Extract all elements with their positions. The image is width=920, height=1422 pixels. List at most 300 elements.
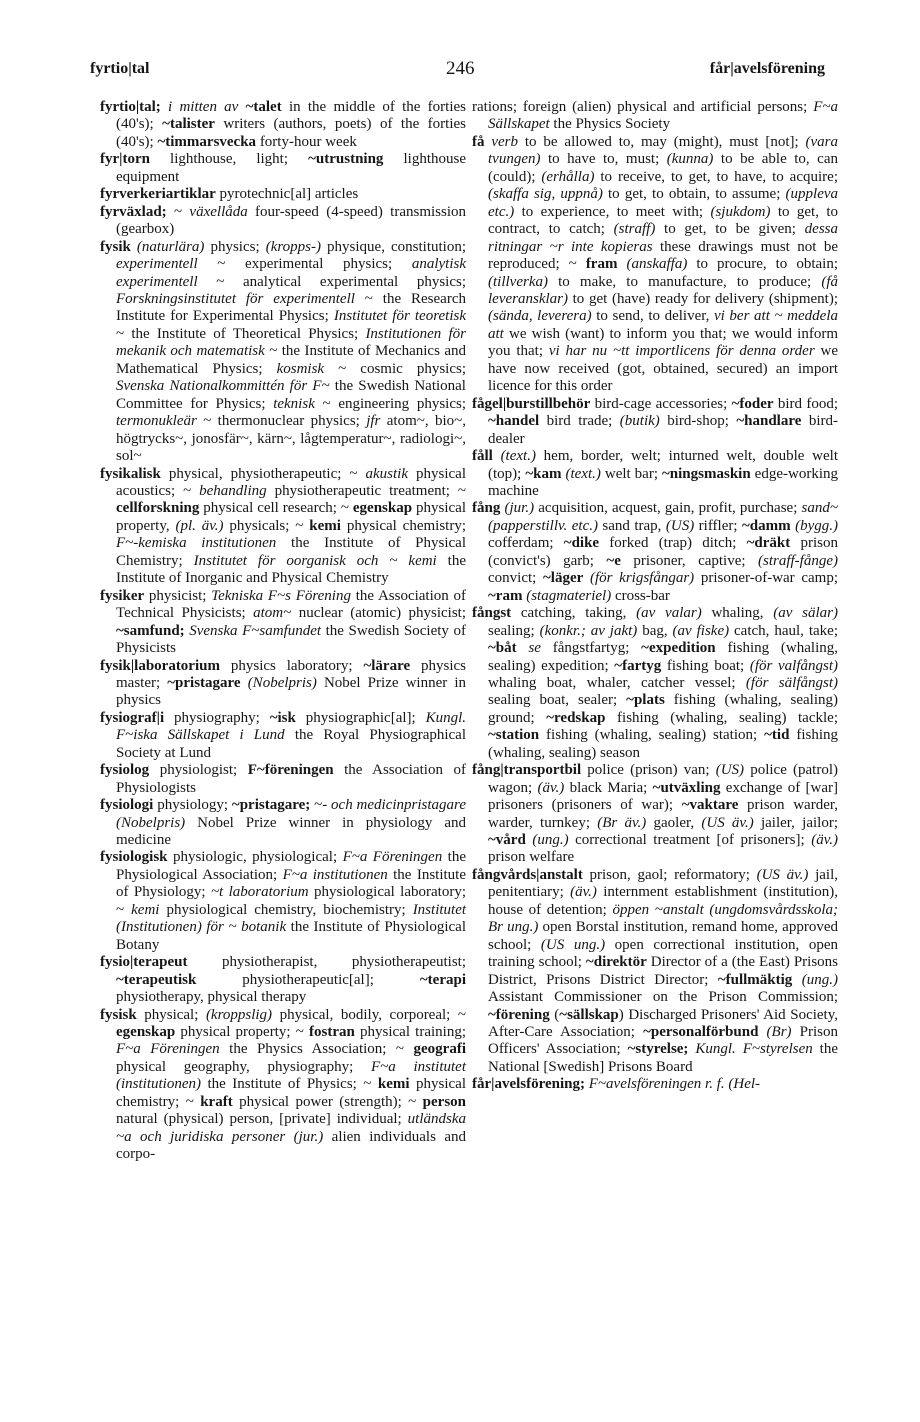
headword: ~isk: [269, 709, 296, 726]
italic-phrase: (US ung.): [540, 936, 606, 953]
definition-text: bird-cage accessories;: [590, 395, 732, 412]
definition-text: physiotherapeutic[al];: [196, 971, 420, 988]
headword: fysiker: [100, 587, 145, 604]
italic-phrase: sand~ (papperstillv. etc.): [488, 500, 838, 534]
definition-text: (: [549, 1006, 560, 1023]
definition-text: bird-shop;: [659, 413, 737, 430]
definition-text: to make, to manufacture, to produce;: [547, 273, 822, 290]
italic-phrase: Tekniska F~s Förening: [211, 587, 351, 604]
definition-text: fishing boat;: [661, 657, 750, 674]
definition-text: lighthouse, light;: [149, 151, 309, 168]
italic-phrase: (kropps-): [265, 238, 321, 255]
italic-phrase: (konkr.; av jakt): [539, 622, 638, 639]
definition-text: prison, gaol; reformatory;: [582, 866, 757, 883]
dictionary-entry: [100, 762, 466, 797]
headword: ~pristagare: [167, 674, 241, 691]
headword: ~damm: [742, 517, 791, 534]
definition-text: Nobel Prize winner in physiology and medicine: [116, 814, 466, 849]
dictionary-entry: [100, 1007, 466, 1164]
definition-text: hem, border, welt; inturned welt, double welt (top);: [488, 448, 838, 482]
headword: fysio|terapeut: [100, 954, 188, 971]
definition-text: [238, 99, 245, 115]
headword: ~plats: [626, 692, 665, 709]
definition-text: to be allowed to, may (might), must [not];: [518, 133, 806, 150]
definition-text: prisoner-of-war camp;: [694, 570, 839, 587]
italic-phrase: (äv.): [811, 832, 839, 849]
definition-text: physical chemistry; ~: [116, 1076, 466, 1110]
headword: ~ningsmaskin: [662, 465, 751, 482]
definition-text: we wish (want) to inform you that; we would inform you that;: [488, 325, 838, 360]
definition-text: [792, 972, 801, 988]
right-column: [472, 99, 838, 1094]
italic-phrase: (US äv.): [756, 866, 809, 883]
dictionary-entry: [100, 466, 466, 588]
definition-text: physical power (strength); ~: [232, 1093, 423, 1110]
headword: cellforskning: [116, 500, 200, 517]
definition-text: physiotherapist, physiotherapeutist;: [187, 954, 466, 971]
italic-phrase: (av sälar): [773, 605, 838, 622]
italic-phrase: Svenska F~samfundet: [189, 622, 322, 639]
definition-text: we have now received (got, obtained, secured) an import licence for this order: [488, 343, 838, 395]
headword: fångvårds|anstalt: [472, 866, 583, 883]
definition-text: catching, taking,: [511, 605, 637, 622]
headword: ~styrelse;: [627, 1041, 689, 1058]
definition-text: lighthouse equipment: [116, 151, 466, 185]
definition-text: to procure, to obtain;: [687, 256, 838, 273]
italic-phrase: analytisk experimentell: [116, 256, 466, 290]
definition-text: the National [Swedish] Prisons Board: [488, 1041, 838, 1075]
definition-text: the Swedish Society of Physicists: [116, 622, 466, 657]
left-column: [100, 99, 466, 1164]
italic-phrase: (för valfångst): [749, 657, 839, 674]
headword: fyrtio|tal;: [100, 99, 161, 115]
italic-phrase: (uppleva etc.): [488, 186, 839, 220]
definition-text: Prison Officers' Association;: [488, 1024, 838, 1058]
dictionary-entry: [100, 239, 466, 466]
italic-phrase: se: [528, 640, 541, 657]
italic-phrase: (bygg.): [795, 517, 838, 534]
definition-text: the Association of Physiologists: [116, 762, 466, 796]
definition-text: sealing boat, sealer;: [488, 692, 627, 709]
definition-text: physiotherapy, physical therapy: [116, 989, 307, 1006]
headword: ~sällskap: [559, 1006, 619, 1023]
definition-text: to have to, must;: [540, 151, 667, 168]
definition-text: sealing;: [488, 622, 540, 639]
definition-text: ~ the Institute of Mechanics and Mathematical Physics;: [116, 343, 466, 377]
headword: fysiologisk: [100, 849, 168, 866]
italic-phrase: (erhålla): [541, 168, 595, 185]
definition-text: to get, to contract, to catch;: [488, 203, 838, 238]
definition-text: prison warder, warder, turnkey;: [488, 797, 838, 831]
italic-phrase: öppen ~anstalt (ungdomsvårdsskola; Br ung.): [488, 901, 838, 936]
definition-text: [583, 570, 590, 586]
headword: fram: [585, 256, 618, 273]
italic-phrase: (äv.): [537, 779, 565, 796]
italic-phrase: Institutet (Institutionen) för ~ botanik: [116, 901, 467, 936]
headword: fåll: [472, 448, 493, 465]
definition-text: nuclear (atomic) physicist;: [291, 605, 467, 622]
italic-phrase: Kungl. F~iska Sällskapet i Lund: [116, 709, 467, 744]
definition-text: ~ experimental physics;: [197, 256, 412, 273]
definition-text: police (prison) van;: [581, 762, 716, 779]
dictionary-entry: [100, 99, 466, 151]
headword: ~lärare: [363, 657, 411, 674]
definition-text: to receive, to get, to have, to acquire;: [594, 168, 838, 185]
headword: ~pristagare;: [231, 797, 311, 814]
italic-phrase: utländska ~a och juridiska personer (jur.): [116, 1111, 466, 1145]
definition-text: to get, to obtain, to assume;: [602, 186, 786, 203]
italic-phrase: ~t laboratorium: [210, 884, 309, 901]
definition-text: physiotherapeutic treatment; ~: [266, 482, 466, 499]
headword: fyrverkeriartiklar: [100, 186, 216, 203]
headword: ~tid: [764, 727, 790, 744]
definition-text: open correctional institution, open training school;: [488, 936, 838, 971]
headword: ~personalförbund: [643, 1024, 759, 1041]
italic-phrase: (US äv.): [701, 814, 754, 831]
headword: geografi: [413, 1041, 466, 1058]
italic-phrase: (Br): [766, 1024, 792, 1041]
definition-text: physical training;: [354, 1024, 466, 1041]
definition-text: gaoler,: [646, 814, 702, 831]
definition-text: sand trap,: [597, 517, 666, 534]
definition-text: four-speed (4-speed) transmission (gearbox): [116, 203, 466, 238]
definition-text: internment establishment (institution), house of detention;: [488, 884, 838, 918]
headword: ~vaktare: [681, 797, 739, 814]
italic-phrase: (text.): [565, 465, 601, 482]
definition-text: physiographic[al];: [295, 709, 426, 726]
definition-text: bird trade;: [539, 413, 620, 430]
definition-text: the Royal Physiographical Society at Lund: [116, 727, 467, 761]
dictionary-entry: [100, 954, 466, 1006]
definition-text: rations; foreign (alien) physical and artificial persons;: [472, 99, 814, 115]
definition-text: ~-: [310, 797, 332, 814]
italic-phrase: kosmisk: [276, 360, 325, 377]
definition-text: riffler;: [694, 517, 742, 534]
italic-phrase: (av valar): [636, 605, 702, 622]
italic-phrase: F~avelsföreningen r. f. (Hel-: [588, 1076, 761, 1093]
definition-text: physical chemistry;: [340, 517, 467, 534]
definition-text: to get (have) ready for delivery (shipment);: [567, 290, 838, 307]
definition-text: Assistant Commissioner on the Prison Commission;: [488, 989, 838, 1006]
dictionary-entry: [100, 658, 466, 710]
headword: ~förening: [488, 1006, 550, 1023]
dictionary-entry: [472, 134, 838, 396]
headword: ~direktör: [585, 954, 647, 971]
left-guide-word: fyrtio|tal: [90, 60, 150, 77]
italic-phrase: akustik: [365, 465, 409, 482]
definition-text: fishing (whaling, sealing) tackle;: [605, 709, 838, 726]
italic-phrase: Svenska Nationalkommittén för F~: [116, 378, 330, 395]
headword: fysikalisk: [100, 465, 161, 482]
definition-text: exchange of [war] prisoners (prisoners of war);: [488, 779, 838, 814]
italic-phrase: (skaffa sig, uppnå): [488, 186, 603, 203]
definition-text: physics laboratory;: [219, 657, 364, 674]
italic-phrase: (jur.): [504, 500, 535, 517]
definition-text: physical property,: [116, 500, 466, 534]
dictionary-entry: [472, 867, 838, 1076]
definition-text: physiology;: [153, 797, 232, 814]
definition-text: black Maria;: [564, 779, 653, 796]
dictionary-entry: [472, 1076, 838, 1093]
italic-phrase: F~-kemiska institutionen: [116, 535, 277, 552]
italic-phrase: dessa ritningar ~r inte kopieras: [488, 221, 839, 255]
italic-phrase: (US): [715, 762, 745, 779]
definition-text: correctional treatment [of prisoners];: [568, 832, 812, 849]
definition-text: ) Discharged Prisoners' Aid Society, After-Care Association;: [488, 1006, 838, 1041]
definition-text: in the middle of the forties (40's);: [116, 99, 466, 133]
headword: ~samfund;: [116, 622, 185, 639]
headword: ~talister: [162, 116, 215, 133]
headword: ~utrustning: [308, 151, 384, 168]
italic-phrase: (text.): [500, 448, 536, 465]
page-header: [0, 58, 920, 88]
definition-text: physique, constitution;: [320, 238, 467, 255]
italic-phrase: (av fiske): [672, 622, 730, 639]
headword: fysisk: [100, 1006, 137, 1023]
definition-text: the Institute of Physiological Botany: [116, 919, 466, 953]
headword: ~terapeutisk: [116, 971, 197, 988]
definition-text: forty-hour week: [256, 133, 357, 150]
headword: ~ram: [488, 587, 523, 604]
headword: fyrväxlad;: [100, 203, 167, 220]
definition-text: the Physics Association; ~: [219, 1041, 414, 1058]
definition-text: physical, physiotherapeutic; ~: [160, 465, 366, 482]
definition-text: ~ cosmic physics;: [324, 360, 466, 377]
headword: fysiograf|i: [100, 709, 165, 726]
definition-text: [758, 1024, 766, 1040]
italic-phrase: i mitten av: [168, 99, 239, 115]
definition-text: bag,: [637, 622, 673, 639]
headword: kemi: [377, 1076, 410, 1093]
definition-text: physical, bodily, corporeal; ~: [272, 1006, 466, 1023]
definition-text: natural (physical) person, [private] individual;: [116, 1111, 408, 1128]
definition-text: [517, 640, 529, 656]
italic-phrase: (vara tvungen): [488, 133, 838, 168]
definition-text: physical cell research; ~: [199, 500, 353, 517]
italic-phrase: (kroppslig): [205, 1006, 273, 1023]
definition-text: catch, haul, take;: [729, 622, 838, 639]
definition-text: fishing (whaling, sealing) season: [488, 727, 839, 761]
definition-text: to be able to, can (could);: [488, 151, 838, 185]
headword: egenskap: [352, 500, 413, 517]
definition-text: the Association of Technical Physicists;: [116, 587, 466, 622]
definition-text: ~ thermonuclear physics;: [196, 413, 367, 430]
italic-phrase: (straff-fånge): [758, 552, 838, 569]
definition-text: fishing (whaling, sealing) station;: [539, 727, 765, 744]
headword: person: [422, 1093, 467, 1110]
italic-phrase: och medicinpristagare (Nobelpris): [116, 797, 466, 831]
definition-text: fishing (whaling, sealing) ground;: [488, 692, 838, 726]
italic-phrase: Institutet för teoretisk: [333, 308, 466, 325]
italic-phrase: (stagmateriel): [526, 587, 612, 604]
italic-phrase: behandling: [199, 482, 267, 499]
dictionary-entry: [472, 396, 838, 448]
italic-phrase: teknisk: [273, 395, 315, 412]
definition-text: the Institute of Physiology;: [116, 866, 466, 901]
headword: fysik: [100, 238, 131, 255]
definition-text: fishing (whaling, sealing) expedition;: [488, 640, 838, 674]
italic-phrase: Institutet för oorganisk och ~ kemi: [193, 552, 437, 569]
dictionary-entry: [100, 186, 466, 203]
italic-phrase: (tillverka): [488, 273, 548, 290]
italic-phrase: F~a institutet (institutionen): [116, 1058, 466, 1093]
headword: ~utväxling: [652, 779, 721, 796]
definition-text: physiologist;: [149, 762, 248, 779]
definition-text: police (patrol) wagon;: [488, 762, 838, 796]
definition-text: physical geography, physiography;: [116, 1058, 372, 1075]
definition-text: the Swedish National Committee for Physics;: [116, 378, 466, 412]
headword: ~handel: [488, 413, 540, 430]
headword: ~foder: [731, 395, 774, 412]
dictionary-entry: [472, 605, 838, 762]
definition-text: bird food;: [773, 395, 838, 412]
definition-text: physical;: [136, 1006, 206, 1023]
headword: ~dräkt: [746, 535, 791, 552]
italic-phrase: F~a Sällskapet: [488, 99, 838, 133]
headword: ~terapi: [419, 971, 466, 988]
definition-text: physiography;: [164, 709, 270, 726]
definition-text: acquisition, acquest, gain, profit, purchase;: [534, 500, 802, 517]
italic-phrase: växellåda: [189, 203, 248, 220]
definition-text: cofferdam;: [488, 535, 564, 552]
headword: fyr|torn: [100, 151, 150, 168]
italic-phrase: verb: [491, 133, 519, 150]
italic-phrase: (ung.): [532, 832, 569, 849]
italic-phrase: F~a institutionen: [282, 866, 388, 883]
italic-phrase: (sända, leverera): [488, 308, 592, 325]
definition-text: ~ analytical experimental physics;: [197, 273, 466, 290]
headword: ~redskap: [546, 709, 606, 726]
headword: ~fartyg: [614, 657, 662, 674]
italic-phrase: vi ber att ~ meddela att: [488, 308, 838, 342]
italic-phrase: (pl. äv.): [175, 517, 224, 534]
definition-text: [617, 256, 626, 272]
definition-text: physics master;: [116, 657, 467, 691]
headword: ~e: [606, 552, 621, 569]
dictionary-entry: [100, 588, 466, 658]
headword: egenskap: [116, 1024, 176, 1041]
definition-text: writers (authors, poets) of the forties (40's);: [116, 116, 466, 150]
headword: ~läger: [543, 570, 584, 587]
definition-text: physiological laboratory; ~: [116, 884, 466, 918]
headword: fågel|burstillbehör: [472, 395, 591, 412]
definition-text: atom~, bio~, högtrycks~, jonosfär~, kärn~, lågtemperatur~, radiologi~, sol~: [116, 413, 467, 465]
italic-phrase: termonukleär: [116, 413, 197, 430]
definition-text: welt bar;: [600, 465, 662, 482]
dictionary-entry: [472, 99, 838, 134]
definition-text: the Institute of Physics; ~: [201, 1076, 378, 1093]
dictionary-entry: [472, 762, 838, 867]
italic-phrase: (naturlära): [136, 238, 205, 255]
definition-text: prison (convict's) garb;: [488, 535, 838, 569]
dictionary-entry: [100, 849, 466, 954]
italic-phrase: F~a Föreningen: [342, 849, 443, 866]
definition-text: physics;: [204, 238, 266, 255]
italic-phrase: (kunna): [666, 151, 714, 168]
definition-text: the Physiological Association;: [116, 849, 466, 883]
definition-text: ~ engineering physics;: [314, 395, 466, 412]
definition-text: [493, 448, 501, 464]
italic-phrase: Kungl. F~styrelsen: [695, 1041, 813, 1058]
italic-phrase: (butik): [619, 413, 660, 430]
headword: fostran: [309, 1024, 355, 1041]
headword: ~expedition: [641, 640, 716, 657]
italic-phrase: F~a Föreningen: [116, 1041, 220, 1058]
italic-phrase: atom~: [253, 605, 292, 622]
definition-text: physiological chemistry, biochemistry;: [159, 901, 413, 918]
dictionary-entry: [100, 710, 466, 762]
dictionary-entry: [100, 151, 466, 186]
headword: ~handlare: [736, 413, 802, 430]
definition-text: the Institute of Physical Chemistry;: [116, 535, 466, 569]
headword: ~dike: [563, 535, 600, 552]
definition-text: ~ the Institute of Theoretical Physics;: [116, 325, 366, 342]
headword: fång|transportbil: [472, 762, 582, 779]
italic-phrase: (Nobelpris): [247, 674, 317, 691]
definition-text: jailer, jailor;: [753, 814, 838, 831]
italic-phrase: (anskaffa): [626, 256, 688, 273]
definition-text: Director of a (the East) Prisons District, Prisons District Director;: [488, 954, 838, 988]
definition-text: to experience, to meet with;: [514, 203, 711, 220]
definition-text: physicals; ~: [223, 517, 310, 534]
definition-text: prison welfare: [488, 849, 575, 866]
italic-phrase: (sjukdom): [710, 203, 771, 220]
definition-text: these drawings must not be reproduced; ~: [488, 238, 838, 273]
italic-phrase: (ung.): [801, 971, 839, 988]
italic-phrase: vi har nu ~tt importlicens för denna order: [548, 343, 815, 360]
definition-text: physiologic, physiological;: [167, 849, 343, 866]
definition-text: bird-dealer: [488, 413, 838, 447]
definition-text: alien individuals and corpo-: [116, 1128, 466, 1163]
definition-text: the Physics Society: [549, 116, 671, 133]
headword: ~kam: [525, 465, 562, 482]
headword: fångst: [472, 605, 512, 622]
definition-text: [161, 99, 168, 115]
italic-phrase: Forskningsinstitutet för experimentell: [116, 290, 355, 307]
headword: ~vård: [488, 832, 526, 849]
headword: ~båt: [488, 640, 517, 657]
headword: ~talet: [245, 99, 282, 115]
definition-text: to get, to be given;: [655, 221, 805, 238]
definition-text: cross-bar: [611, 587, 670, 604]
italic-phrase: jfr: [366, 413, 381, 430]
definition-text: physical acoustics; ~: [116, 465, 467, 499]
definition-text: the Institute of Inorganic and Physical Chemistry: [116, 552, 467, 587]
italic-phrase: kemi: [131, 901, 160, 918]
definition-text: ~ the Research Institute for Experimental Physics;: [116, 290, 466, 325]
definition-text: whaling,: [701, 605, 774, 622]
definition-text: forked (trap) ditch;: [599, 535, 747, 552]
definition-text: convict;: [488, 570, 543, 587]
dictionary-entry: [100, 797, 466, 849]
headword: fysiolog: [100, 762, 150, 779]
headword: ~station: [488, 727, 540, 744]
italic-phrase: (för krigsfångar): [589, 570, 695, 587]
dictionary-entry: [472, 500, 838, 605]
italic-phrase: (Br äv.): [597, 814, 647, 831]
italic-phrase: (straff): [613, 221, 656, 238]
page-number: 246: [446, 58, 475, 79]
italic-phrase: (få leveransklar): [488, 273, 838, 307]
definition-text: edge-working machine: [488, 465, 838, 499]
definition-text: ~: [166, 203, 190, 220]
dictionary-entry: [100, 204, 466, 239]
dictionary-entry: [472, 448, 838, 500]
headword: ~timmarsvecka: [157, 133, 257, 150]
definition-text: jail, penitentiary;: [488, 866, 838, 901]
definition-text: whaling boat, whaler, catcher vessel;: [488, 674, 746, 691]
definition-text: prisoner, captive;: [620, 552, 758, 569]
